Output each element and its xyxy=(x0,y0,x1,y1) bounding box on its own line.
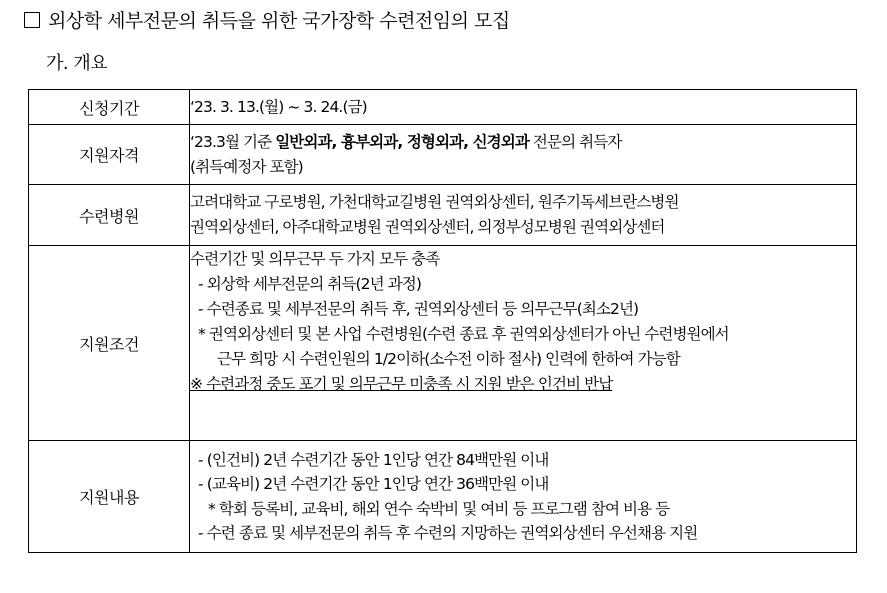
checkbox-square-icon xyxy=(24,12,40,28)
separator: , xyxy=(331,132,342,151)
refund-warning: ※ 수련과정 중도 포기 및 의무근무 미충족 시 지원 받은 인건비 반납 xyxy=(190,375,613,393)
document-title xyxy=(24,8,510,34)
eligibility-note: (취득예정자 포함) xyxy=(190,157,303,176)
condition-line: - 외상학 세부전문의 취득(2년 과정) xyxy=(198,275,422,293)
table-row xyxy=(29,246,857,441)
row-content-support xyxy=(190,441,857,553)
row-label-conditions: 지원조건 xyxy=(29,246,190,441)
row-label-eligibility: 지원자격 xyxy=(29,125,190,185)
separator: , xyxy=(397,132,407,151)
table-row xyxy=(29,90,857,125)
hospital-line: 고려대학교 구로병원, 가천대학교길병원 권역외상센터, 원주기독세브란스병원 xyxy=(190,193,679,211)
specialty-thoracic-surgery: 흉부외과 xyxy=(341,132,398,151)
title-text: 외상학 세부전문의 취득을 위한 국가장학 수련전임의 모집 xyxy=(48,10,510,32)
row-content-application-period xyxy=(190,90,857,125)
support-line: - (교육비) 2년 수련기간 동안 1인당 연간 36백만원 이내 xyxy=(198,475,549,493)
eligibility-line xyxy=(190,130,856,155)
row-content-eligibility xyxy=(190,125,857,185)
support-line: - 수련 종료 및 세부전문의 취득 후 수련의 지망하는 권역외상센터 우선채용 지원 xyxy=(198,524,698,542)
eligibility-suffix: 전문의 취득자 xyxy=(528,132,622,151)
condition-note: * 권역외상센터 및 본 사업 수련병원(수련 종료 후 권역외상센터가 아닌 수련병원에서 xyxy=(198,325,729,343)
overview-table xyxy=(28,89,857,553)
section-heading: 가. 개요 xyxy=(46,53,108,74)
row-content-conditions xyxy=(190,246,857,441)
condition-line: 수련기간 및 의무근무 두 가지 모두 충족 xyxy=(190,250,440,268)
row-label-support: 지원내용 xyxy=(29,441,190,553)
table-row xyxy=(29,441,857,553)
support-line: - (인건비) 2년 수련기간 동안 1인당 연간 84백만원 이내 xyxy=(198,450,549,469)
eligibility-prefix: ‘23.3월 기준 xyxy=(190,132,276,151)
condition-line: - 수련종료 및 세부전문의 취득 후, 권역외상센터 등 의무근무(최소2년) xyxy=(198,300,639,318)
specialty-general-surgery: 일반외과 xyxy=(275,132,332,151)
period-text: ‘23. 3. 13.(월) ~ 3. 24.(금) xyxy=(190,97,367,116)
table-row xyxy=(29,125,857,185)
specialty-orthopedics: 정형외과 xyxy=(406,132,464,151)
specialty-neurosurgery: 신경외과 xyxy=(472,132,529,151)
row-label-hospitals: 수련병원 xyxy=(29,185,190,246)
hospital-line: 권역외상센터, 아주대학교병원 권역외상센터, 의정부성모병원 권역외상센터 xyxy=(190,218,665,236)
condition-note-continued: 근무 희망 시 수련인원의 1/2이하(소수전 이하 절사) 인력에 한하여 가능함 xyxy=(217,350,680,368)
table-row xyxy=(29,185,857,246)
row-content-hospitals xyxy=(190,185,857,246)
separator: , xyxy=(463,132,473,151)
row-label-application-period: 신청기간 xyxy=(29,90,190,125)
support-note: * 학회 등록비, 교육비, 해외 연수 숙박비 및 여비 등 프로그램 참여 비용 등 xyxy=(208,499,670,518)
